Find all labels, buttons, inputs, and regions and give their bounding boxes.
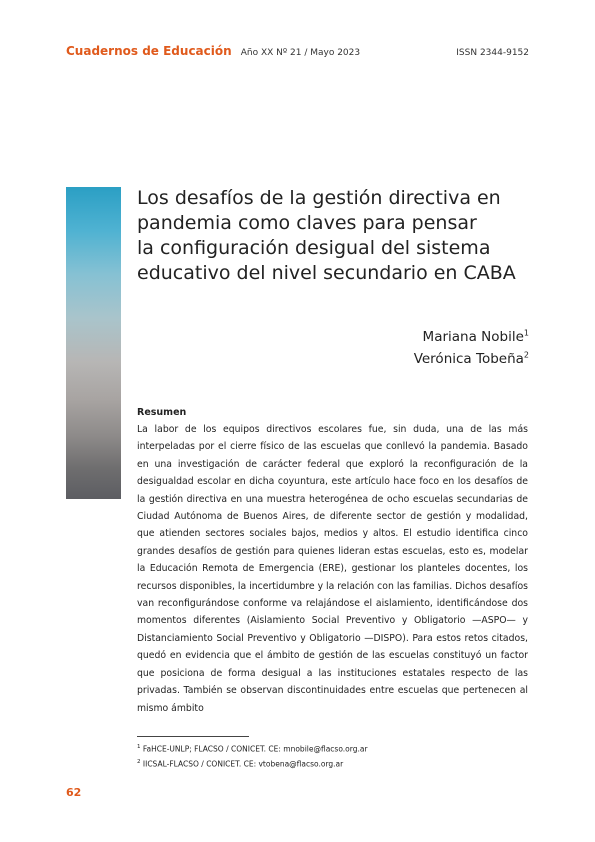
running-header [66, 40, 529, 59]
author [414, 348, 529, 370]
decorative-side-band [66, 187, 121, 499]
footnote-text: IICSAL-FLACSO / CONICET. CE: vtobena@flacso.org.ar [142, 759, 344, 768]
journal-info [66, 40, 360, 59]
footnote [137, 741, 528, 756]
footnote [137, 756, 528, 771]
footnote-text: FaHCE-UNLP; FLACSO / CONICET. CE: mnobile@flacso.org.ar [142, 744, 368, 754]
issue-info: Año XX Nº 21 / Mayo 2023 [240, 48, 361, 58]
footnotes [137, 736, 528, 770]
author-footnote-mark[interactable]: 2 [523, 350, 529, 360]
issn: ISSN 2344-9152 [456, 48, 529, 58]
abstract-body: La labor de los equipos directivos escolares fue, sin duda, una de las más interpeladas por el cierre físico de las escuelas que conllevó la pandemia. Basado en una investigación de carácter federal que exploró la reconfiguración de la desigualdad escolar en dicha coyuntura, este artículo hace foco en los desafíos de la gestión directiva en una muestra heterogénea de ocho escuelas secundarias de Ciudad Autónoma de Buenos Aires, de diferente sector de gestión y modalidad, que atienden sectores sociales bajos, medios y altos. El estudio identifica cinco grandes desafíos de gestión para quienes lideran estas escuelas, esto es, modelar la Educación Remota de Emergencia (ERE), gestionar los planteles docentes, los recursos disponibles, la incertidumbre y la relación con las familias. Dichos desafíos van reconfigurándose conforme va relajándose el aislamiento, identificándose dos momentos diferentes (Aislamiento Social Preventivo y Obligatorio —ASPO— y Distanciamiento Social Preventivo y Obligatorio —DISPO). Para estos retos citados, quedó en evidencia que el ámbito de gestión de las escuelas constituyó un factor que posiciona de forma desigual a las instituciones estatales respecto de las privadas. También se observan discontinuidades entre escuelas que pertenecen al mismo ámbito [137, 424, 528, 714]
page-number: 62 [66, 786, 82, 799]
title-line: educativo del nivel secundario en CABA [137, 262, 516, 284]
author [414, 326, 529, 348]
title-line: la configuración desigual del sistema [137, 237, 491, 259]
journal-name: Cuadernos de Educación [66, 44, 232, 58]
abstract-heading: Resumen [137, 407, 187, 418]
title-line: pandemia como claves para pensar [137, 212, 477, 234]
author-list [414, 326, 529, 370]
footnote-mark: 2 [137, 758, 141, 765]
author-footnote-mark[interactable]: 1 [523, 328, 529, 338]
footnote-rule [137, 736, 249, 737]
author-name: Verónica Tobeña [413, 351, 524, 367]
author-name: Mariana Nobile [422, 329, 524, 345]
article-title [137, 186, 537, 286]
footnote-mark: 1 [137, 744, 141, 750]
abstract-section [137, 407, 528, 717]
title-line: Los desafíos de la gestión directiva en [137, 187, 501, 209]
